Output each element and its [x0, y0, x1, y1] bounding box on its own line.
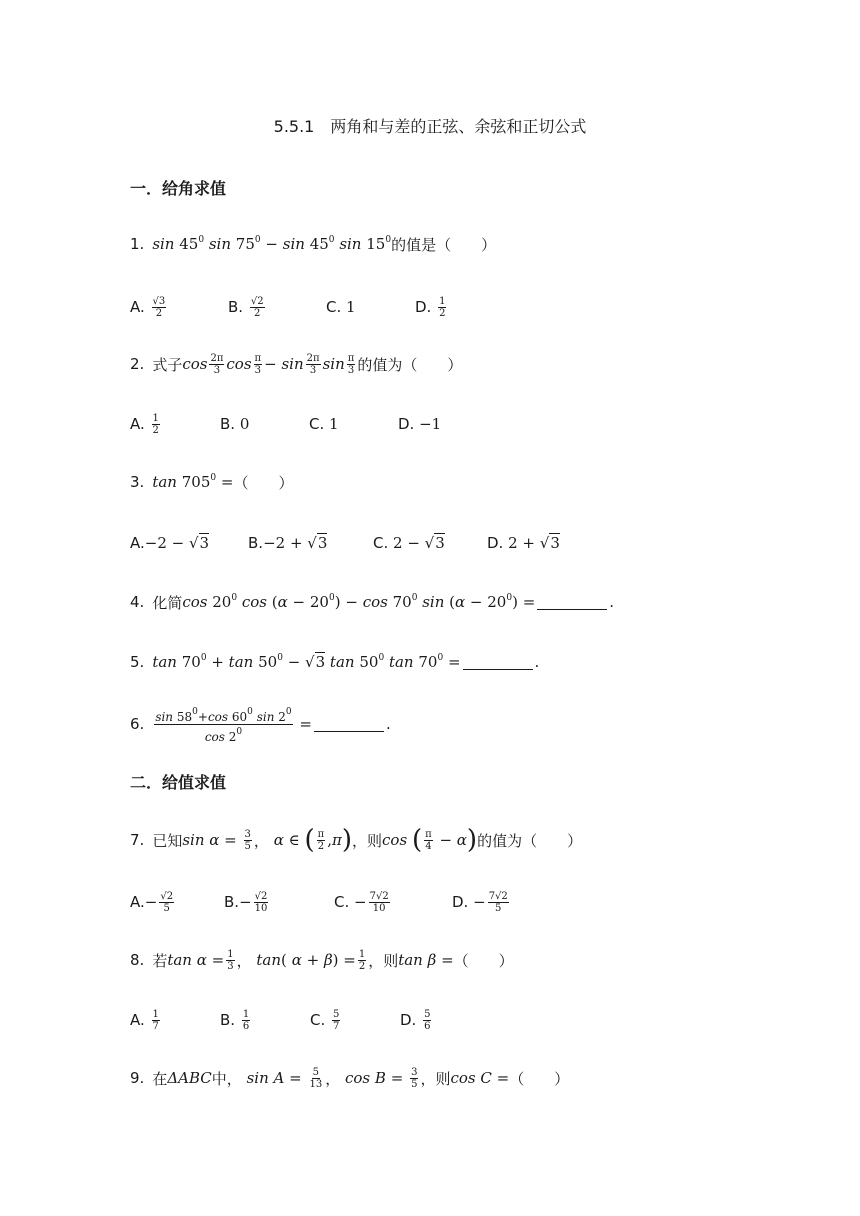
option-c: C. − $\frac{7√2}{10}$: [334, 890, 389, 914]
option-d: D. $\frac{1}{2}$: [415, 295, 446, 319]
option-b: B. 0: [220, 415, 250, 433]
option-b: B. $\frac{1}{6}$: [220, 1008, 250, 1032]
option-c: C. 2 − √3: [373, 534, 445, 552]
section-heading-2: 二．给值求值: [130, 773, 227, 792]
option-a: A. − $\frac{√2}{5}$: [130, 890, 174, 914]
answer-blank[interactable]: [314, 717, 384, 732]
option-a: A. $\frac{√3}{2}$: [130, 295, 166, 319]
option-a: A. $\frac{1}{7}$: [130, 1008, 159, 1032]
question-9: 9. 在 ΔABC 中， sin A = $\frac{5}{13}$ ， cos B = $\frac{3}{5}$ ，则 cos C = （ ）: [130, 1066, 570, 1090]
page-title: 5.5.1 两角和与差的正弦、余弦和正切公式: [273, 117, 587, 136]
option-c: C. 1: [309, 415, 339, 433]
option-d: D. $\frac{5}{6}$: [400, 1008, 431, 1032]
question-6: 6. $\frac{\sin 58^0+\cos 60^0 \sin 2^0}{\cos 2^0}$ = .: [130, 706, 391, 744]
option-a: A. −2 − √3: [130, 534, 210, 552]
question-7: 7. 已知 sin α = $\frac{3}{5}$ ， α ∈ ( $\frac{\pi}{2}$ , π ) ，则 cos ( $\frac{\pi}{4}$ − α ) 的值为（ ）: [130, 825, 583, 855]
question-4: 4. 化简 cos $20^0$ cos ( α − $20^0$) − cos $70^0$ sin ( α − $20^0$) = .: [130, 593, 615, 612]
question-text: 的值是（ ）: [391, 235, 497, 254]
question-3: 3. tan $705^0$ = （ ）: [130, 473, 294, 492]
option-a: A. $\frac{1}{2}$: [130, 412, 159, 436]
option-d: D. − $\frac{7√2}{5}$: [452, 890, 508, 914]
option-b: B. − $\frac{√2}{10}$: [224, 890, 268, 914]
option-b: B. −2 + √3: [248, 534, 328, 552]
answer-blank[interactable]: [537, 595, 607, 610]
option-b: B. $\frac{√2}{2}$: [228, 295, 264, 319]
answer-blank[interactable]: [463, 655, 533, 670]
question-5: 5. tan $70^0$ + tan $50^0 - √3$ tan $50^0$ tan $70^0$ = .: [130, 653, 540, 671]
question-2: 2. 式子 cos $\frac{2\pi}{3}$ cos $\frac{\pi}{3}$ − sin $\frac{2\pi}{3}$ sin $\frac{\pi}{3}$ 的值为（ ）: [130, 352, 463, 376]
option-c: C. 1: [326, 298, 356, 316]
section-heading-1: 一．给角求值: [130, 179, 227, 198]
question-number: 1.: [130, 235, 145, 253]
option-c: C. $\frac{5}{7}$: [310, 1008, 340, 1032]
option-d: D. −1: [398, 415, 442, 433]
question-8: 8. 若 tan α = $\frac{1}{3}$ ， tan ( α + β ) = $\frac{1}{2}$ ，则 tan β = （ ）: [130, 948, 514, 972]
question-1: 1. sin $45^0$ sin $75^0$ − sin $45^0$ sin $15^0$ 的值是（ ）: [130, 235, 497, 254]
option-d: D. 2 + √3: [487, 534, 560, 552]
